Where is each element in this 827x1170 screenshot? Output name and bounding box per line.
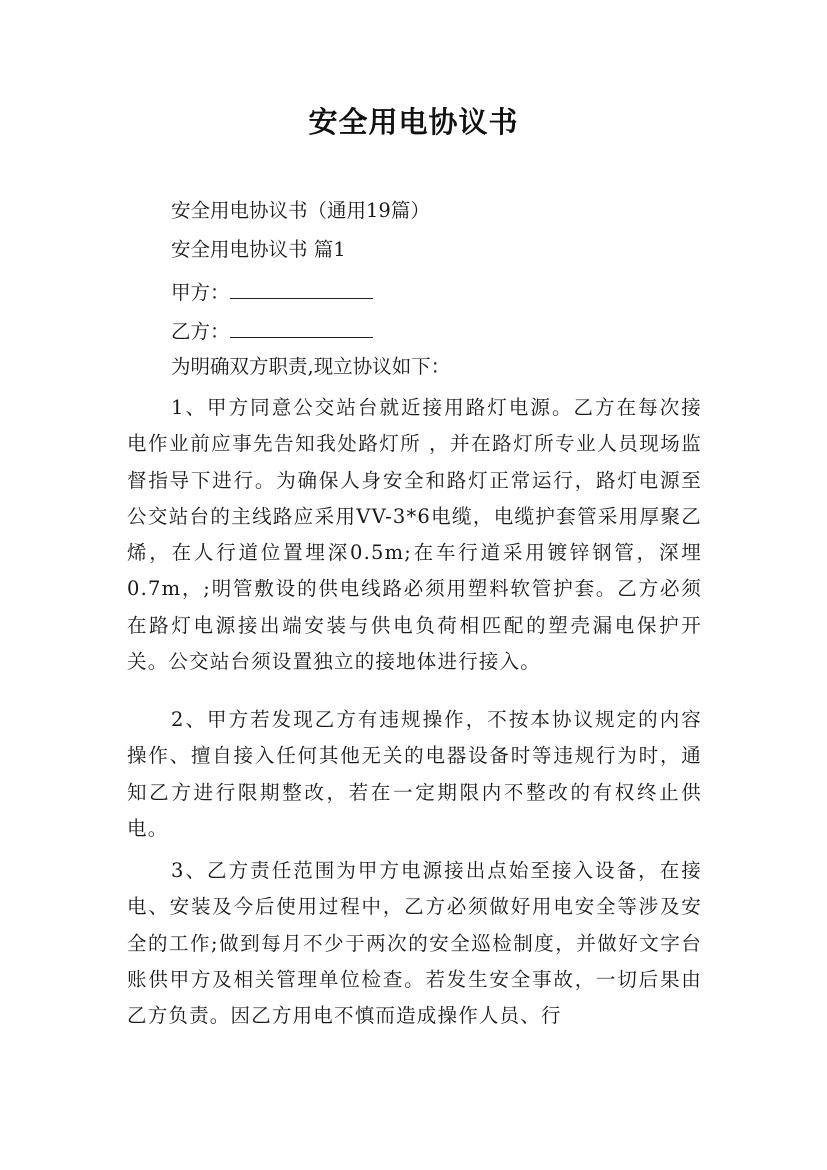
clause-1: 1、甲方同意公交站台就近接用路灯电源。乙方在每次接电作业前应事先告知我处路灯所 ，并在路灯所专业人员现场监督指导下进行。为确保人身安全和路灯正常运行，路灯电源至公交站台的主线路应采用VV-3*6电缆，电缆护套管采用厚聚乙烯，在人行道位置埋深0.5m;在车行道采用镀锌钢管，深埋0.7m，;明管敷设的供电线路必须用塑料软管护套。乙方必须在路灯电源接出端安装与供电负荷相匹配的塑壳漏电保护开关。公交站台须设置独立的接地体进行接入。 (127, 396, 702, 674)
clause-3: 3、乙方责任范围为甲方电源接出点始至接入设备，在接电、安装及今后使用过程中，乙方必须做好用电安全等涉及安全的工作;做到每月不少于两次的安全巡检制度，并做好文字台账供甲方及相关管理单位检查。若发生安全事故，一切后果由乙方负责。因乙方用电不慎而造成操作人员、行 (127, 859, 702, 1028)
party-a-line (171, 278, 373, 306)
section-heading: 安全用电协议书 篇1 (171, 238, 346, 261)
party-b-label: 乙方： (171, 320, 230, 343)
party-b-blank (230, 317, 373, 338)
document-title: 安全用电协议书 (308, 105, 519, 139)
party-a-label: 甲方： (171, 281, 230, 304)
clause-2: 2、甲方若发现乙方有违规操作，不按本协议规定的内容操作、擅自接入任何其他无关的电器设备时等违规行为时，通知乙方进行限期整改，若在一定期限内不整改的有权终止供电。 (127, 708, 702, 840)
party-a-blank (230, 278, 373, 299)
intro-text: 为明确双方职责,现立协议如下： (171, 355, 451, 378)
party-b-line (171, 317, 373, 345)
document-subtitle: 安全用电协议书（通用19篇） (171, 199, 430, 222)
